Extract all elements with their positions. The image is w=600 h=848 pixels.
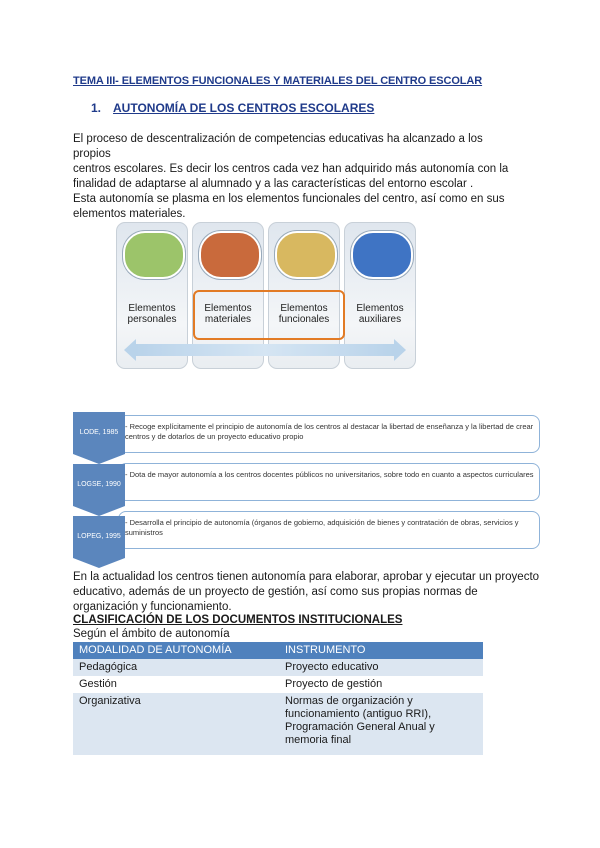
law-chevron — [73, 516, 125, 558]
table-header-row — [73, 642, 483, 659]
element-label: Elementos materiales — [204, 303, 252, 325]
table-header-cell: MODALIDAD DE AUTONOMÍA — [73, 642, 279, 659]
table-cell: Proyecto educativo — [279, 659, 483, 676]
law-name: LODE, 1985 — [79, 428, 119, 436]
law-text: - Desarrolla el principio de autonomía (órganos de gobierno, adquisición de bienes y contratación de obras, servicios y suministros — [125, 518, 519, 537]
element-label: Elementos personales — [127, 303, 177, 325]
teacher-icon — [123, 231, 185, 279]
closing-line: En la actualidad los centros tienen autonomía para elaborar, aprobar y ejecutar un proyecto — [73, 571, 540, 583]
page-heading: TEMA III- ELEMENTOS FUNCIONALES Y MATERIALES DEL CENTRO ESCOLAR — [73, 75, 483, 87]
law-name: LOGSE, 1990 — [77, 480, 121, 488]
law-text: - Recoge explícitamente el principio de autonomía de los centros al destacar la libertad de enseñanza y la libertad de crear centros y de dotarlos de un proyecto educativo propio — [125, 422, 534, 441]
books-icon — [199, 231, 261, 279]
law-chevron — [73, 412, 125, 454]
elements-diagram — [116, 222, 416, 367]
table-cell: Proyecto de gestión — [279, 676, 483, 693]
intro-paragraph — [73, 132, 513, 222]
compass-icon — [275, 231, 337, 279]
building-icon — [351, 231, 413, 279]
closing-paragraph — [73, 570, 543, 615]
closing-line: educativo, además de un proyecto de gestión, así como sus propias normas de — [73, 586, 478, 598]
law-chevron — [73, 464, 125, 506]
intro-line: El proceso de descentralización de competencias educativas ha alcanzado a los propios — [73, 133, 483, 160]
intro-line: finalidad de adaptarse al alumnado y a las características del entorno escolar . — [73, 178, 474, 190]
intro-line: elementos materiales. — [73, 208, 186, 220]
table-cell: Organizativa — [73, 693, 279, 755]
section-heading — [91, 101, 374, 115]
closing-line: organización y funcionamiento. — [73, 601, 232, 613]
element-label: Elementos auxiliares — [356, 303, 404, 325]
autonomy-table — [73, 642, 483, 755]
law-row-lopeg — [118, 511, 540, 549]
table-header-cell: INSTRUMENTO — [279, 642, 483, 659]
table-cell: Pedagógica — [73, 659, 279, 676]
intro-line: centros escolares. Es decir los centros cada vez han adquirido más autonomía con la — [73, 163, 509, 175]
table-cell: Gestión — [73, 676, 279, 693]
law-text: - Dota de mayor autonomía a los centros docentes públicos no universitarios, sobre todo en cuanto a aspectos curriculares — [125, 470, 534, 479]
element-label: Elementos funcionales — [278, 303, 330, 325]
classification-title: CLASIFICACIÓN DE LOS DOCUMENTOS INSTITUCIONALES — [73, 614, 403, 626]
classification-subtitle: Según el ámbito de autonomía — [73, 628, 230, 640]
table-row — [73, 676, 483, 693]
table-row — [73, 693, 483, 755]
section-title: AUTONOMÍA DE LOS CENTROS ESCOLARES — [113, 101, 375, 115]
intro-line: Esta autonomía se plasma en los elementos funcionales del centro, así como en sus — [73, 193, 505, 205]
section-number: 1. — [91, 101, 102, 115]
law-name: LOPEG, 1995 — [77, 532, 121, 540]
highlight-box — [193, 290, 345, 340]
double-arrow — [136, 344, 394, 356]
table-cell: Normas de organización y funcionamiento (antiguo RRI), Programación General Anual y memoria final — [279, 693, 483, 755]
law-row-logse — [118, 463, 540, 501]
table-row — [73, 659, 483, 676]
law-row-lode — [118, 415, 540, 453]
